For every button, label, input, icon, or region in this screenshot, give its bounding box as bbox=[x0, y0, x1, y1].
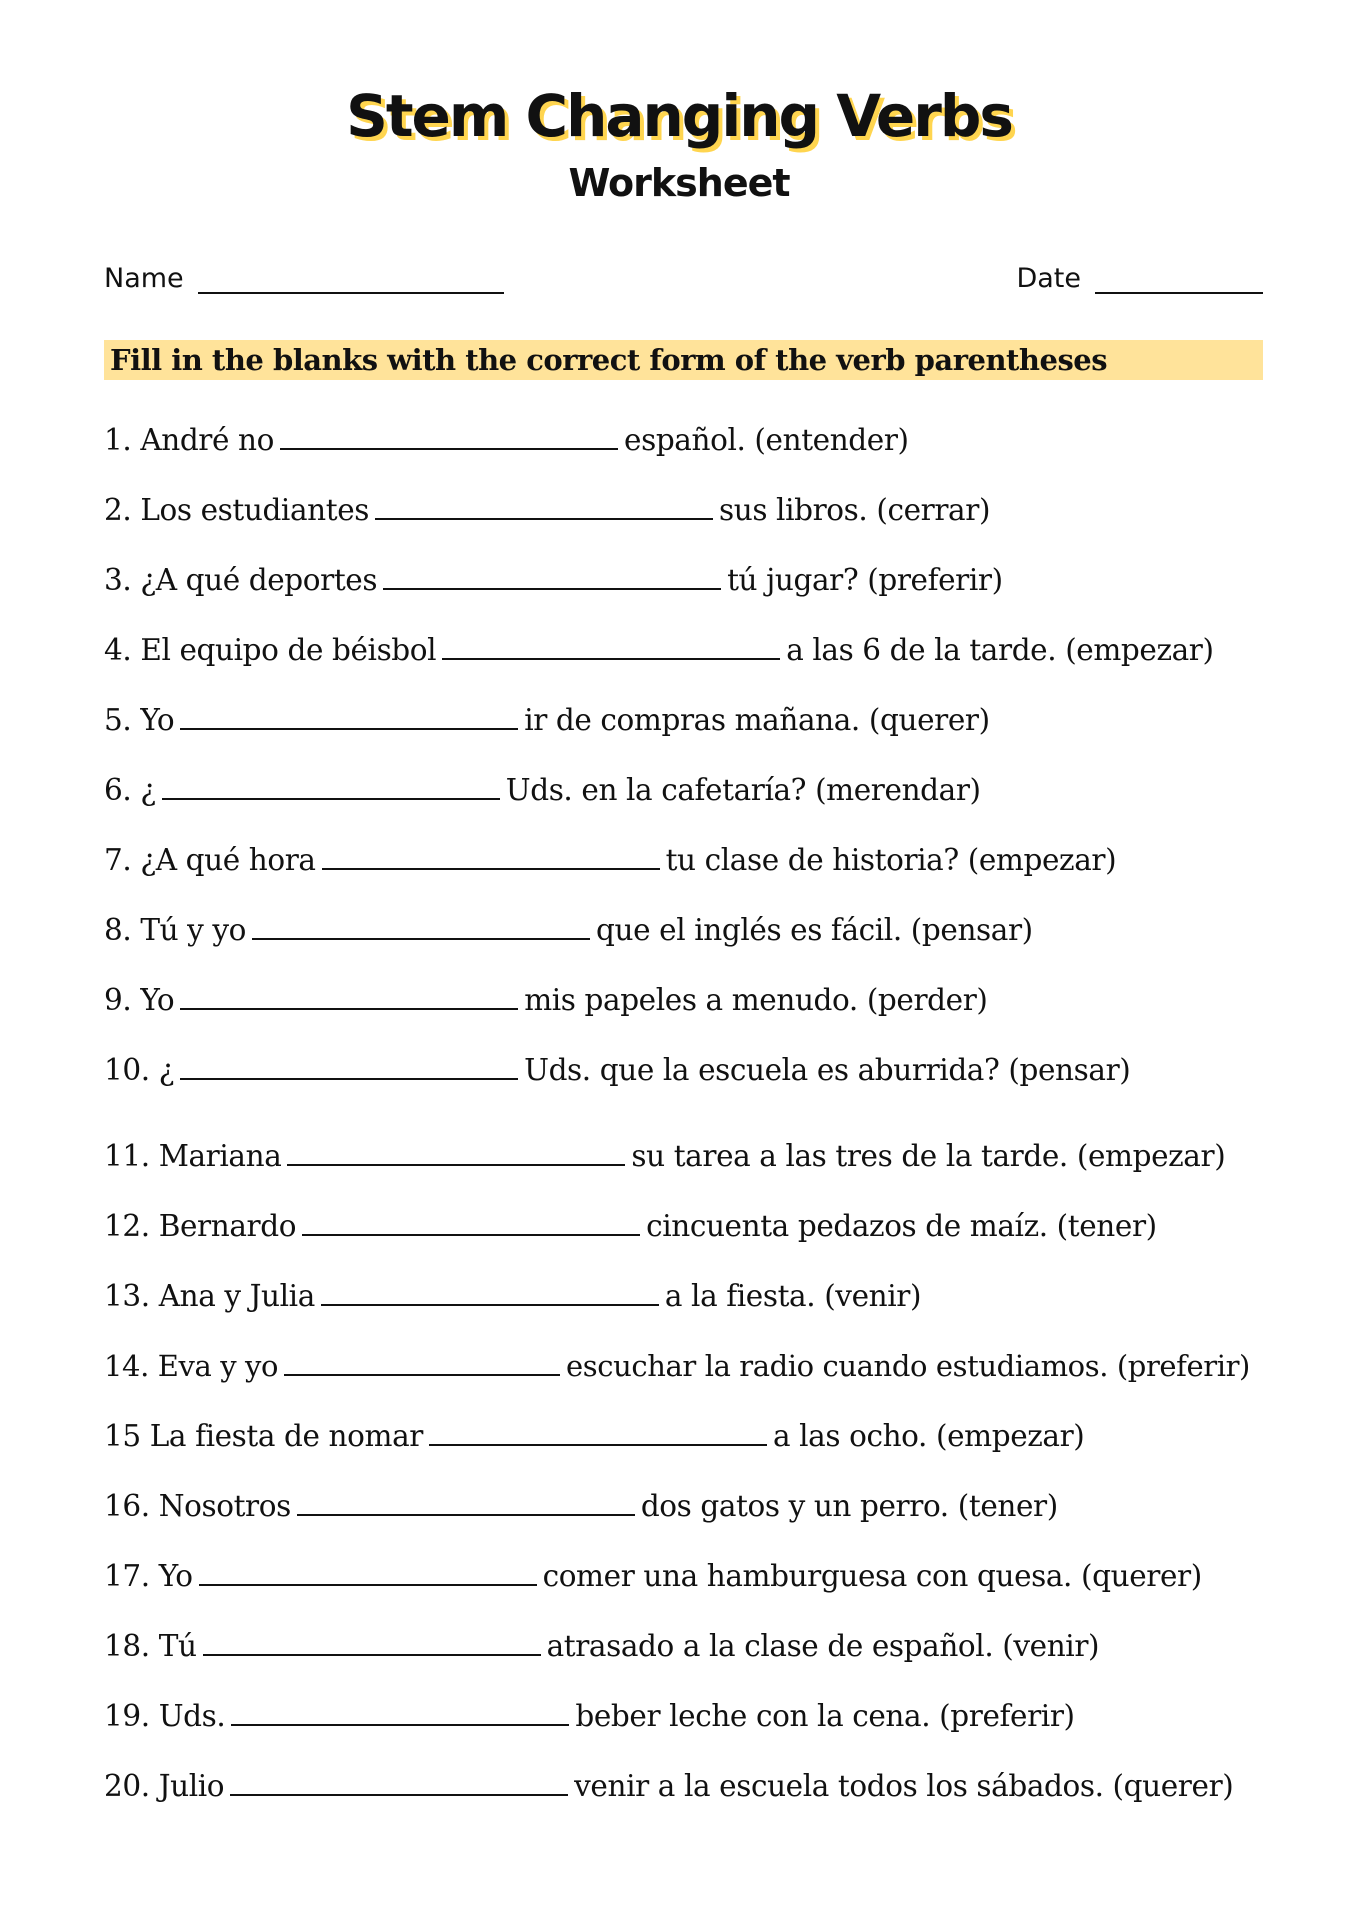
question-prompt: 15 La fiesta de nomar bbox=[104, 1419, 423, 1453]
question-item bbox=[104, 1204, 1157, 1244]
question-hint: mis papeles a menudo. (perder) bbox=[524, 983, 988, 1017]
question-hint: ir de compras mañana. (querer) bbox=[524, 703, 990, 737]
question-hint: venir a la escuela todos los sábados. (querer) bbox=[574, 1769, 1234, 1803]
question-prompt: 8. Tú y yo bbox=[104, 913, 247, 947]
answer-blank[interactable] bbox=[230, 1764, 568, 1796]
question-hint: español. (entender) bbox=[624, 423, 909, 457]
name-label: Name bbox=[104, 263, 184, 294]
instruction-text: Fill in the blanks with the correct form of the verb parentheses bbox=[110, 343, 1108, 377]
question-prompt: 6. ¿ bbox=[104, 773, 156, 807]
page-subtitle: Worksheet bbox=[568, 161, 790, 205]
answer-blank[interactable] bbox=[180, 698, 518, 730]
answer-blank[interactable] bbox=[375, 488, 713, 520]
date-blank-line[interactable] bbox=[1095, 262, 1263, 294]
answer-blank[interactable] bbox=[280, 418, 618, 450]
answer-blank[interactable] bbox=[162, 768, 500, 800]
question-hint: Uds. en la cafetaría? (merendar) bbox=[505, 773, 981, 807]
answer-blank[interactable] bbox=[284, 1344, 560, 1376]
answer-blank[interactable] bbox=[383, 558, 721, 590]
question-item bbox=[104, 838, 1116, 878]
date-label: Date bbox=[1016, 263, 1081, 294]
question-item bbox=[104, 978, 988, 1018]
date-field bbox=[1016, 262, 1263, 294]
answer-blank[interactable] bbox=[180, 978, 518, 1010]
question-item bbox=[104, 488, 990, 528]
question-prompt: 3. ¿A qué deportes bbox=[104, 563, 378, 597]
question-hint: dos gatos y un perro. (tener) bbox=[640, 1489, 1058, 1523]
name-date-row bbox=[104, 262, 1263, 302]
question-item bbox=[104, 768, 981, 808]
answer-blank[interactable] bbox=[322, 838, 660, 870]
question-hint: sus libros. (cerrar) bbox=[719, 493, 991, 527]
question-prompt: 2. Los estudiantes bbox=[104, 493, 369, 527]
question-item bbox=[104, 908, 1033, 948]
question-prompt: 12. Bernardo bbox=[104, 1209, 297, 1243]
question-item bbox=[104, 1554, 1202, 1594]
answer-blank[interactable] bbox=[297, 1484, 635, 1516]
answer-blank[interactable] bbox=[231, 1694, 569, 1726]
answer-blank[interactable] bbox=[429, 1414, 767, 1446]
question-hint: cincuenta pedazos de maíz. (tener) bbox=[646, 1209, 1157, 1243]
question-item bbox=[104, 1414, 1084, 1454]
answer-blank[interactable] bbox=[302, 1204, 640, 1236]
question-item bbox=[104, 628, 1214, 668]
question-item bbox=[104, 558, 1003, 598]
instruction-banner bbox=[104, 340, 1263, 380]
question-hint: tú jugar? (preferir) bbox=[727, 563, 1003, 597]
question-hint: Uds. que la escuela es aburrida? (pensar) bbox=[524, 1053, 1131, 1087]
question-item bbox=[104, 698, 990, 738]
question-prompt: 5. Yo bbox=[104, 703, 175, 737]
question-prompt: 20. Julio bbox=[104, 1769, 225, 1803]
question-item bbox=[104, 1624, 1099, 1664]
answer-blank[interactable] bbox=[252, 908, 590, 940]
question-hint: a las ocho. (empezar) bbox=[772, 1419, 1085, 1453]
question-item bbox=[104, 1694, 1075, 1734]
question-prompt: 9. Yo bbox=[104, 983, 175, 1017]
question-hint: a la fiesta. (venir) bbox=[664, 1279, 922, 1313]
answer-blank[interactable] bbox=[203, 1624, 541, 1656]
question-prompt: 18. Tú bbox=[104, 1629, 197, 1663]
page-title: Stem Changing Verbs bbox=[346, 82, 1012, 150]
question-prompt: 10. ¿ bbox=[104, 1053, 175, 1087]
question-prompt: 13. Ana y Julia bbox=[104, 1279, 315, 1313]
question-prompt: 17. Yo bbox=[104, 1559, 193, 1593]
question-item bbox=[104, 1134, 1225, 1174]
question-prompt: 14. Eva y yo bbox=[104, 1349, 279, 1383]
question-prompt: 19. Uds. bbox=[104, 1699, 226, 1733]
question-item bbox=[104, 1048, 1130, 1088]
question-hint: escuchar la radio cuando estudiamos. (preferir) bbox=[566, 1349, 1250, 1383]
question-item bbox=[104, 418, 909, 458]
question-hint: atrasado a la clase de español. (venir) bbox=[546, 1629, 1100, 1663]
answer-blank[interactable] bbox=[321, 1274, 659, 1306]
answer-blank[interactable] bbox=[199, 1554, 537, 1586]
question-prompt: 4. El equipo de béisbol bbox=[104, 633, 437, 667]
question-prompt: 16. Nosotros bbox=[104, 1489, 291, 1523]
question-prompt: 7. ¿A qué hora bbox=[104, 843, 316, 877]
question-item bbox=[104, 1764, 1233, 1804]
question-hint: su tarea a las tres de la tarde. (empezar) bbox=[631, 1139, 1226, 1173]
question-hint: tu clase de historia? (empezar) bbox=[665, 843, 1117, 877]
answer-blank[interactable] bbox=[287, 1134, 625, 1166]
question-prompt: 1. André no bbox=[104, 423, 275, 457]
question-prompt: 11. Mariana bbox=[104, 1139, 282, 1173]
answer-blank[interactable] bbox=[442, 628, 780, 660]
question-hint: que el inglés es fácil. (pensar) bbox=[596, 913, 1033, 947]
question-item bbox=[104, 1344, 1250, 1384]
question-item bbox=[104, 1484, 1058, 1524]
name-field bbox=[104, 262, 504, 294]
question-item bbox=[104, 1274, 921, 1314]
question-hint: beber leche con la cena. (preferir) bbox=[575, 1699, 1075, 1733]
name-blank-line[interactable] bbox=[198, 262, 504, 294]
question-hint: a las 6 de la tarde. (empezar) bbox=[786, 633, 1214, 667]
question-hint: comer una hamburguesa con quesa. (querer) bbox=[542, 1559, 1202, 1593]
answer-blank[interactable] bbox=[180, 1048, 518, 1080]
